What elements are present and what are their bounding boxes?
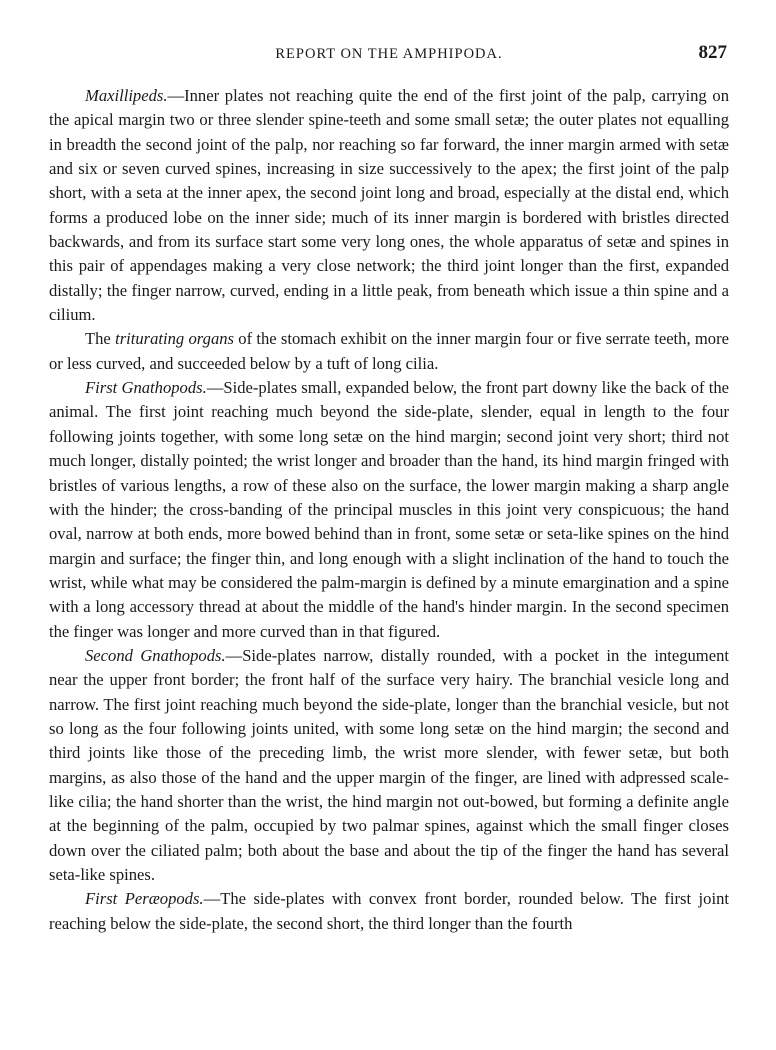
- paragraph-lead-in: The: [85, 329, 116, 349]
- paragraph-body: —Side-plates small, expanded below, the front part downy like the back of the animal. The first joint reaching much beyond the side-plate, slender, equal in length to the four following joints together, with some long setæ on the hind margin; second joint very short; third not much longer, distally pointed; the wrist longer and broader than the hand, its hind margin fringed with bristles of various lengths, a row of these also on the surface, the lower margin making a sharp angle with the hinder; the cross-banding of the principal muscles in this joint very conspicuous; the hand oval, narrow at both ends, more bowed behind than in front, some setæ or seta-like spines on the hind margin and surface; the finger thin, and long enough with a slight inclination of the hand to touch the wrist, while what may be considered the palm-margin is defined by a minute emargination and a spine with a long accessory thread at about the middle of the hand's hinder margin. In the second specimen the finger was longer and more curved than in that figured.: [49, 378, 729, 641]
- paragraph-first-gnathopods: [49, 376, 729, 644]
- running-head: REPORT ON THE AMPHIPODA.: [275, 46, 503, 62]
- section-heading-second-gnathopods: Second Gnathopods.: [85, 645, 226, 665]
- paragraph-body: —Side-plates narrow, distally rounded, with a pocket in the integument near the upper front border; the front half of the surface very hairy. The branchial vesicle long and narrow. The first joint reaching much beyond the side-plate, longer than the branchial vesicle, but not so long as the four following joints united, with some long setæ on the hind margin; the second and third joints like those of the preceding limb, the wrist more slender, with fewer setæ, but both margins, as also those of the hand and the upper margin of the finger, are lined with adpressed scale-like cilia; the hand shorter than the wrist, the hind margin not out-bowed, but forming a definite angle at the beginning of the palm, occupied by two palmar spines, against which the small finger closes down over the ciliated palm; both about the base and about the tip of the finger the hand has several seta-like spines.: [49, 645, 729, 884]
- body-text: [49, 84, 729, 936]
- page-number: 827: [698, 42, 727, 63]
- paragraph-maxillipeds: [49, 84, 729, 327]
- page: [49, 40, 729, 936]
- paragraph-body: of the stomach exhibit on the inner margin four or five serrate teeth, more or less curved, and succeeded below by a tuft of long cilia.: [49, 329, 729, 373]
- paragraph-triturating-organs: [49, 327, 729, 376]
- paragraph-body: —Inner plates not reaching quite the end of the first joint of the palp, carrying on the apical margin two or three slender spine-teeth and some small setæ; the outer plates not equalling in breadth the second joint of the palp, nor reaching so far forward, the inner margin armed with setæ and six or seven curved spines, increasing in size successively to the apex; the first joint of the palp short, with a seta at the inner apex, the second joint long and broad, especially at the distal end, which forms a produced lobe on the inner side; much of its inner margin is bordered with bristles directed backwards, and from its surface start some very long ones, the whole apparatus of setæ and spines in this pair of appendages making a very close network; the third joint longer than the first, expanded distally; the finger narrow, curved, ending in a little peak, from beneath which issue a thin spine and a cilium.: [49, 86, 729, 325]
- paragraph-first-peraeopods: [49, 887, 729, 936]
- page-header: [49, 40, 729, 68]
- section-heading-first-peraeopods: First Peræopods.: [85, 889, 204, 909]
- section-heading-first-gnathopods: First Gnathopods.: [85, 378, 207, 398]
- section-heading-triturating-organs: triturating organs: [115, 329, 234, 349]
- section-heading-maxillipeds: Maxillipeds.: [85, 86, 168, 105]
- paragraph-body: —The side-plates with convex front border, rounded below. The first joint reaching below the side-plate, the second short, the third longer than the fourth: [49, 889, 729, 933]
- paragraph-second-gnathopods: [49, 644, 729, 887]
